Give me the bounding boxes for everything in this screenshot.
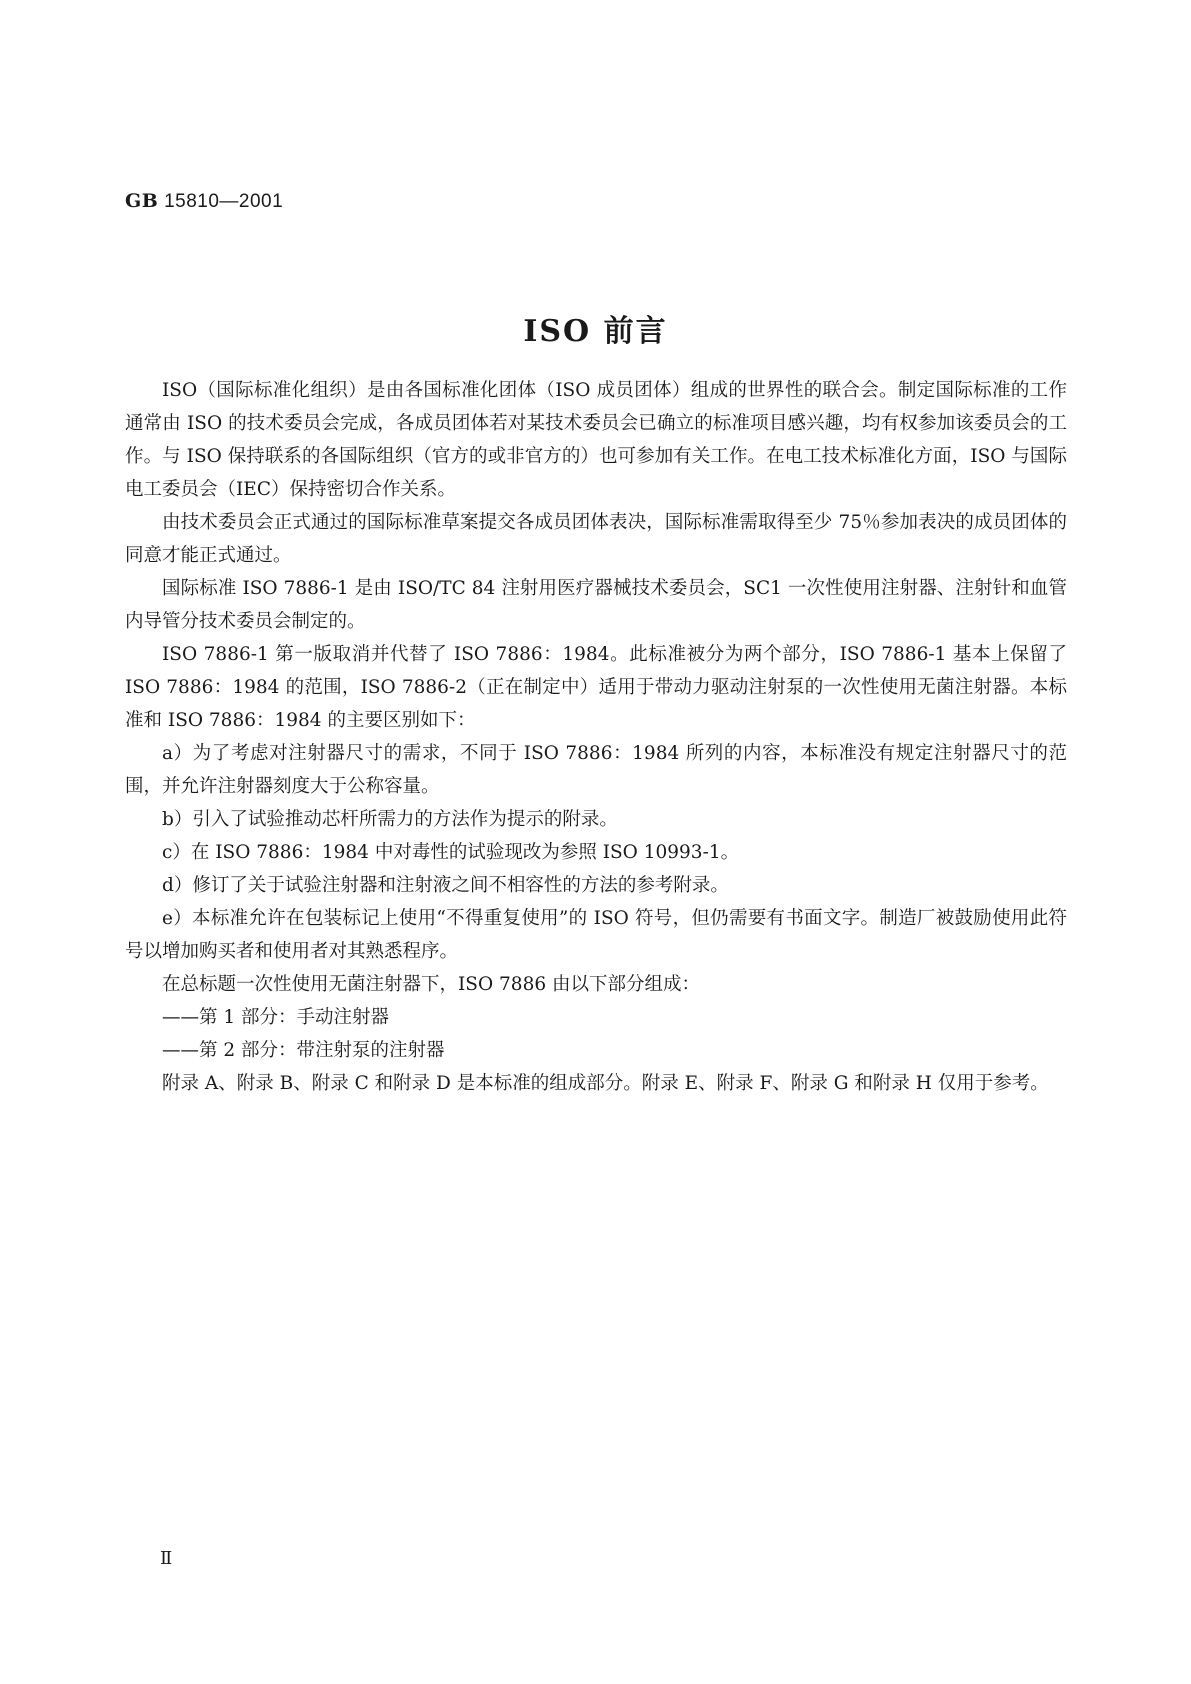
- list-item-a: a）为了考虑对注射器尺寸的需求，不同于 ISO 7886：1984 所列的内容，本标准没有规定注射器尺寸的范围，并允许注射器刻度大于公称容量。: [125, 743, 1067, 797]
- paragraph-edition: ISO 7886-1 第一版取消并代替了 ISO 7886：1984。此标准被分为两个部分，ISO 7886-1 基本上保留了 ISO 7886：1984 的范围，ISO 7886-2（正在制定中）适用于带动力驱动注射泵的一次性使用无菌注射器。本标准和 ISO 7886：1984 的主要区别如下：: [125, 644, 1067, 731]
- paragraph-parts-intro: 在总标题一次性使用无菌注射器下，ISO 7886 由以下部分组成：: [162, 974, 700, 995]
- list-item-c: c）在 ISO 7886：1984 中对毒性的试验现改为参照 ISO 10993-1。: [162, 842, 740, 863]
- foreword-body: [125, 374, 1067, 1100]
- list-item-e: e）本标准允许在包装标记上使用“不得重复使用”的 ISO 符号，但仍需要有书面文字。制造厂被鼓励使用此符号以增加购买者和使用者对其熟悉程序。: [125, 908, 1067, 962]
- paragraph-iso-intro: ISO（国际标准化组织）是由各国标准化团体（ISO 成员团体）组成的世界性的联合会。制定国际标准的工作通常由 ISO 的技术委员会完成，各成员团体若对某技术委员会已确立的标准项目感兴趣，均有权参加该委员会的工作。与 ISO 保持联系的各国际组织（官方的或非官方的）也可参加有关工作。在电工技术标准化方面，ISO 与国际电工委员会（IEC）保持密切合作关系。: [125, 380, 1067, 500]
- paragraph-annexes: 附录 A、附录 B、附录 C 和附录 D 是本标准的组成部分。附录 E、附录 F、附录 G 和附录 H 仅用于参考。: [162, 1073, 1049, 1094]
- part-2-item: ——第 2 部分：带注射泵的注射器: [162, 1040, 445, 1061]
- page-title: ISO 前言: [523, 314, 668, 349]
- part-1-item: ——第 1 部分：手动注射器: [162, 1007, 390, 1028]
- paragraph-committee: 国际标准 ISO 7886-1 是由 ISO/TC 84 注射用医疗器械技术委员会，SC1 一次性使用注射器、注射针和血管内导管分技术委员会制定的。: [125, 578, 1067, 632]
- standard-number: 15810—2001: [164, 191, 284, 212]
- standard-prefix: GB: [125, 190, 159, 212]
- paragraph-voting: 由技术委员会正式通过的国际标准草案提交各成员团体表决，国际标准需取得至少 75％参加表决的成员团体的同意才能正式通过。: [125, 512, 1067, 566]
- page-number: Ⅱ: [160, 1548, 173, 1569]
- list-item-b: b）引入了试验推动芯杆所需力的方法作为提示的附录。: [162, 809, 618, 830]
- list-item-d: d）修订了关于试验注射器和注射液之间不相容性的方法的参考附录。: [162, 875, 729, 896]
- document-header: [125, 190, 283, 213]
